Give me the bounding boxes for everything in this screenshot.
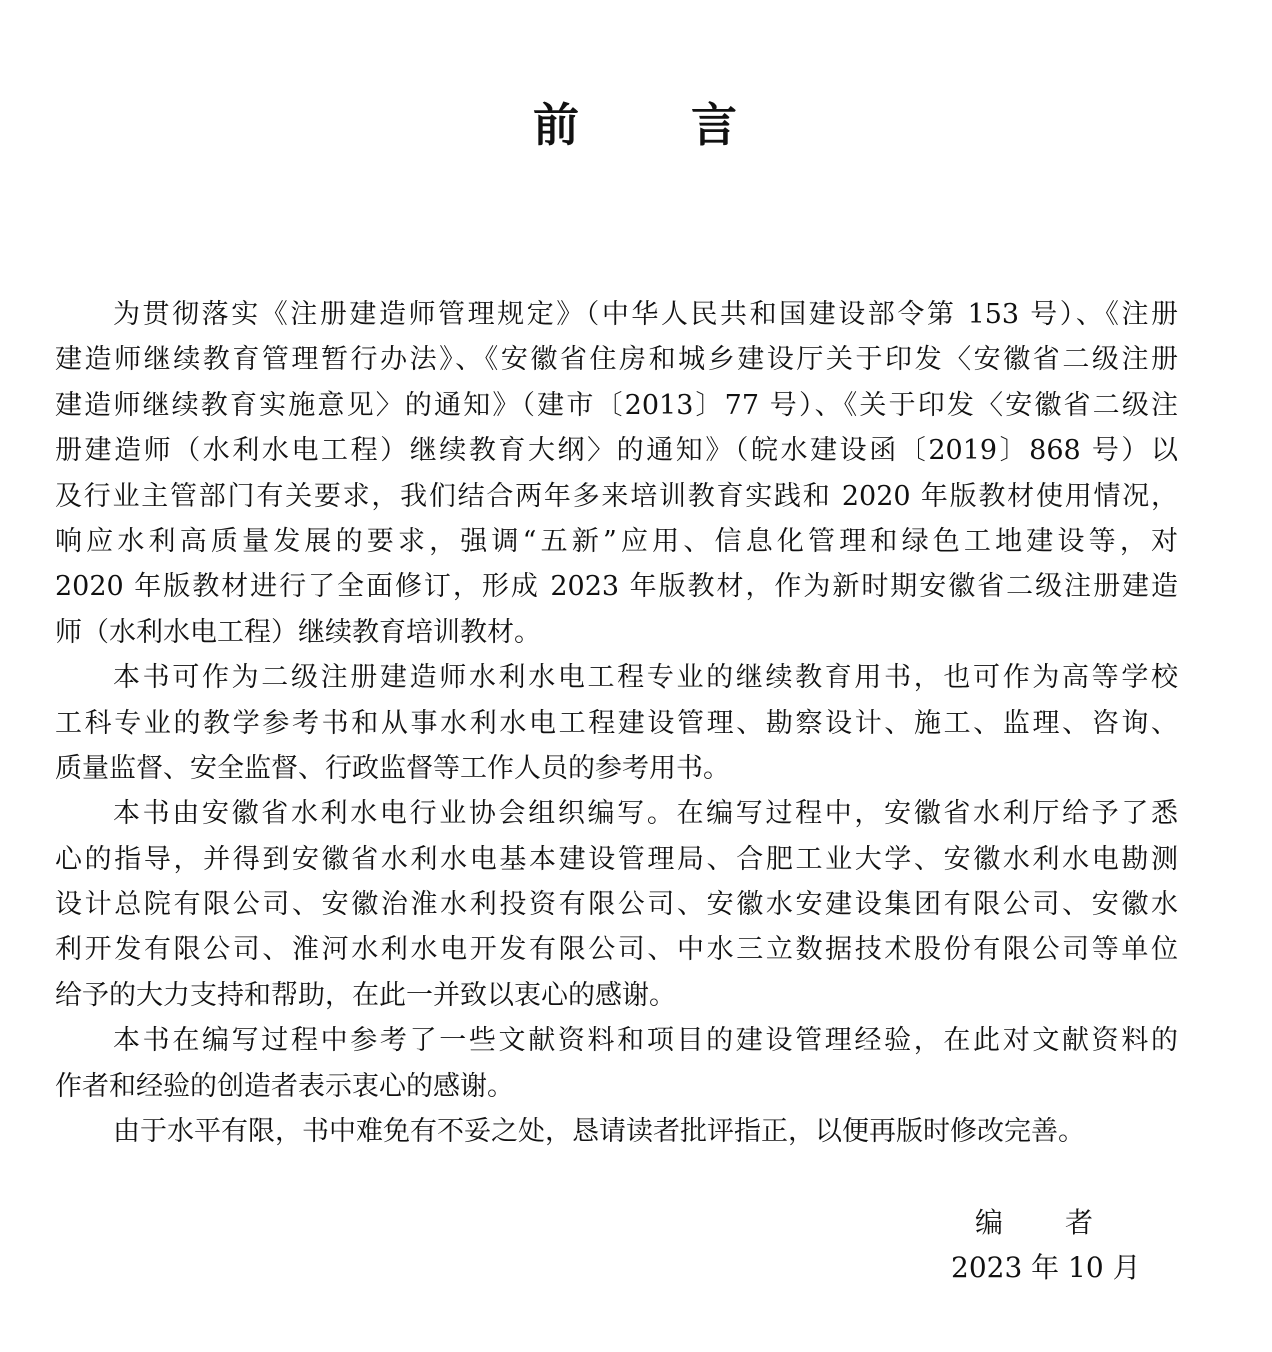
paragraph-line: 师（水利水电工程）继续教育培训教材。 bbox=[55, 616, 541, 648]
paragraph-line: 响应水利高质量发展的要求，强调“五新”应用、信息化管理和绿色工地建设等，对 bbox=[55, 525, 1178, 557]
preface-body bbox=[55, 292, 1178, 1154]
signature-char-1: 编 bbox=[975, 1206, 1004, 1239]
paragraph bbox=[55, 292, 1178, 655]
paragraph-line: 质量监督、安全监督、行政监督等工作人员的参考用书。 bbox=[55, 752, 730, 784]
paragraph-line: 为贯彻落实《注册建造师管理规定》（中华人民共和国建设部令第 153 号）、《注册 bbox=[113, 299, 1178, 330]
paragraph bbox=[55, 1109, 1178, 1154]
paragraph-line: 心的指导，并得到安徽省水利水电基本建设管理局、合肥工业大学、安徽水利水电勘测 bbox=[55, 843, 1178, 875]
paragraph-line: 利开发有限公司、淮河水利水电开发有限公司、中水三立数据技术股份有限公司等单位 bbox=[55, 934, 1178, 966]
title-char-2: 言 bbox=[691, 98, 739, 152]
paragraph-line: 2020 年版教材进行了全面修订，形成 2023 年版教材，作为新时期安徽省二级注册建造 bbox=[55, 571, 1178, 603]
date: 2023 年 10 月 bbox=[951, 1251, 1141, 1284]
paragraph-line: 建造师继续教育管理暂行办法》、《安徽省住房和城乡建设厅关于印发〈安徽省二级注册 bbox=[55, 344, 1178, 376]
paragraph-line: 本书在编写过程中参考了一些文献资料和项目的建设管理经验，在此对文献资料的 bbox=[113, 1025, 1178, 1057]
paragraph-line: 本书由安徽省水利水电行业协会组织编写。在编写过程中，安徽省水利厅给予了悉 bbox=[113, 798, 1178, 830]
page-title bbox=[0, 92, 1272, 158]
signature bbox=[975, 1203, 1093, 1243]
paragraph-line: 作者和经验的创造者表示衷心的感谢。 bbox=[55, 1070, 514, 1102]
paragraph-line: 及行业主管部门有关要求，我们结合两年多来培训教育实践和 2020 年版教材使用情况， bbox=[55, 480, 1178, 512]
paragraph-line: 册建造师（水利水电工程）继续教育大纲〉的通知》（皖水建设函〔2019〕868 号）以 bbox=[55, 435, 1178, 467]
paragraph-line: 给予的大力支持和帮助，在此一并致以衷心的感谢。 bbox=[55, 979, 676, 1011]
paragraph-line: 由于水平有限，书中难免有不妥之处，恳请读者批评指正，以便再版时修改完善。 bbox=[113, 1116, 1085, 1148]
title-char-1: 前 bbox=[533, 98, 581, 152]
paragraph bbox=[55, 791, 1178, 1018]
paragraph-line: 工科专业的教学参考书和从事水利水电工程建设管理、勘察设计、施工、监理、咨询、 bbox=[55, 707, 1178, 739]
signature-char-2: 者 bbox=[1065, 1206, 1094, 1239]
paragraph bbox=[55, 1018, 1178, 1109]
paragraph-line: 建造师继续教育实施意见〉的通知》（建市〔2013〕77 号）、《关于印发〈安徽省二级注 bbox=[55, 389, 1178, 421]
paragraph bbox=[55, 655, 1178, 791]
paragraph-line: 本书可作为二级注册建造师水利水电工程专业的继续教育用书，也可作为高等学校 bbox=[113, 662, 1178, 694]
paragraph-line: 设计总院有限公司、安徽治淮水利投资有限公司、安徽水安建设集团有限公司、安徽水 bbox=[55, 889, 1178, 921]
